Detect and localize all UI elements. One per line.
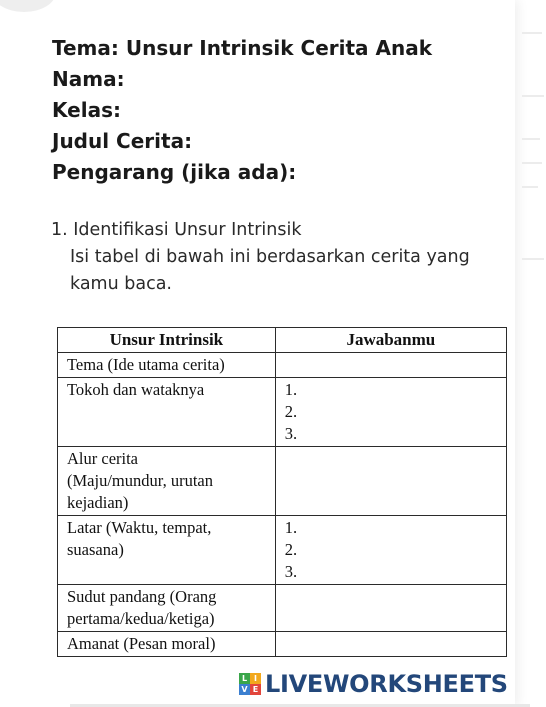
element-label-line: pertama/kedua/ketiga)	[67, 609, 215, 628]
table-row	[58, 516, 507, 585]
table-row	[58, 353, 507, 378]
table-header-cell: Unsur Intrinsik	[58, 328, 276, 353]
header-author-field: Pengarang (jika ada):	[52, 160, 297, 184]
header-name-field: Nama:	[52, 67, 125, 91]
table-row	[58, 378, 507, 447]
element-label-line: Latar (Waktu, tempat,	[67, 518, 212, 537]
element-label-line: kejadian)	[67, 493, 129, 512]
element-label-line: Alur cerita	[67, 449, 139, 468]
answer-cell[interactable]	[275, 353, 506, 378]
header-story-title-field: Judul Cerita:	[52, 129, 193, 153]
next-page-faint-line	[522, 138, 540, 140]
instruction-title: 1. Identifikasi Unsur Intrinsik	[51, 220, 302, 240]
badge-letter: I	[250, 673, 261, 684]
element-label-cell	[58, 378, 276, 447]
element-label-cell	[58, 353, 276, 378]
answer-number: 1.	[284, 518, 298, 537]
badge-letter: E	[250, 684, 261, 695]
element-label-cell	[58, 632, 276, 657]
answer-number: 2.	[284, 540, 298, 559]
next-page-faint-line	[522, 186, 538, 188]
badge-letter: V	[239, 684, 250, 695]
next-page-faint-line	[522, 162, 542, 164]
liveworksheets-logo	[239, 668, 508, 700]
instruction-text: Isi tabel di bawah ini berdasarkan cerita yang	[70, 247, 470, 267]
table-row	[58, 632, 507, 657]
answer-cell[interactable]	[275, 585, 506, 632]
element-label-line: suasana)	[67, 540, 124, 559]
table-row	[58, 585, 507, 632]
liveworksheets-badge-icon	[239, 673, 261, 695]
answer-cell[interactable]	[275, 378, 506, 447]
badge-letter: L	[239, 673, 250, 684]
element-label-line: Tokoh dan wataknya	[67, 380, 205, 399]
element-label-line: (Maju/mundur, urutan	[67, 471, 213, 490]
answer-number: 2.	[284, 402, 298, 421]
answer-cell[interactable]	[275, 447, 506, 516]
instruction-text: kamu baca.	[70, 274, 172, 294]
logo-wordmark: LIVEWORKSHEETS	[265, 670, 508, 698]
element-label-line: Amanat (Pesan moral)	[67, 634, 216, 653]
answer-cell[interactable]	[275, 516, 506, 585]
answer-number: 3.	[284, 562, 298, 581]
instruction-block	[51, 217, 501, 298]
table-header-cell: Jawabanmu	[275, 328, 506, 353]
element-label-cell	[58, 585, 276, 632]
table-row	[58, 447, 507, 516]
intrinsic-elements-table	[57, 327, 507, 657]
next-page-faint-line	[522, 95, 544, 97]
header-class-field: Kelas:	[52, 98, 121, 122]
answer-cell[interactable]	[275, 632, 506, 657]
header-topic: Tema: Unsur Intrinsik Cerita Anak	[52, 36, 433, 60]
element-label-line: Sudut pandang (Orang	[67, 587, 217, 606]
next-page-faint-line	[522, 258, 544, 260]
answer-number: 3.	[284, 424, 298, 443]
element-label-cell	[58, 447, 276, 516]
element-label-cell	[58, 516, 276, 585]
answer-number: 1.	[284, 380, 298, 399]
element-label-line: Tema (Ide utama cerita)	[67, 355, 225, 374]
next-page-faint-line	[522, 32, 542, 34]
worksheet-header	[52, 33, 432, 188]
table-header-row	[58, 328, 507, 353]
